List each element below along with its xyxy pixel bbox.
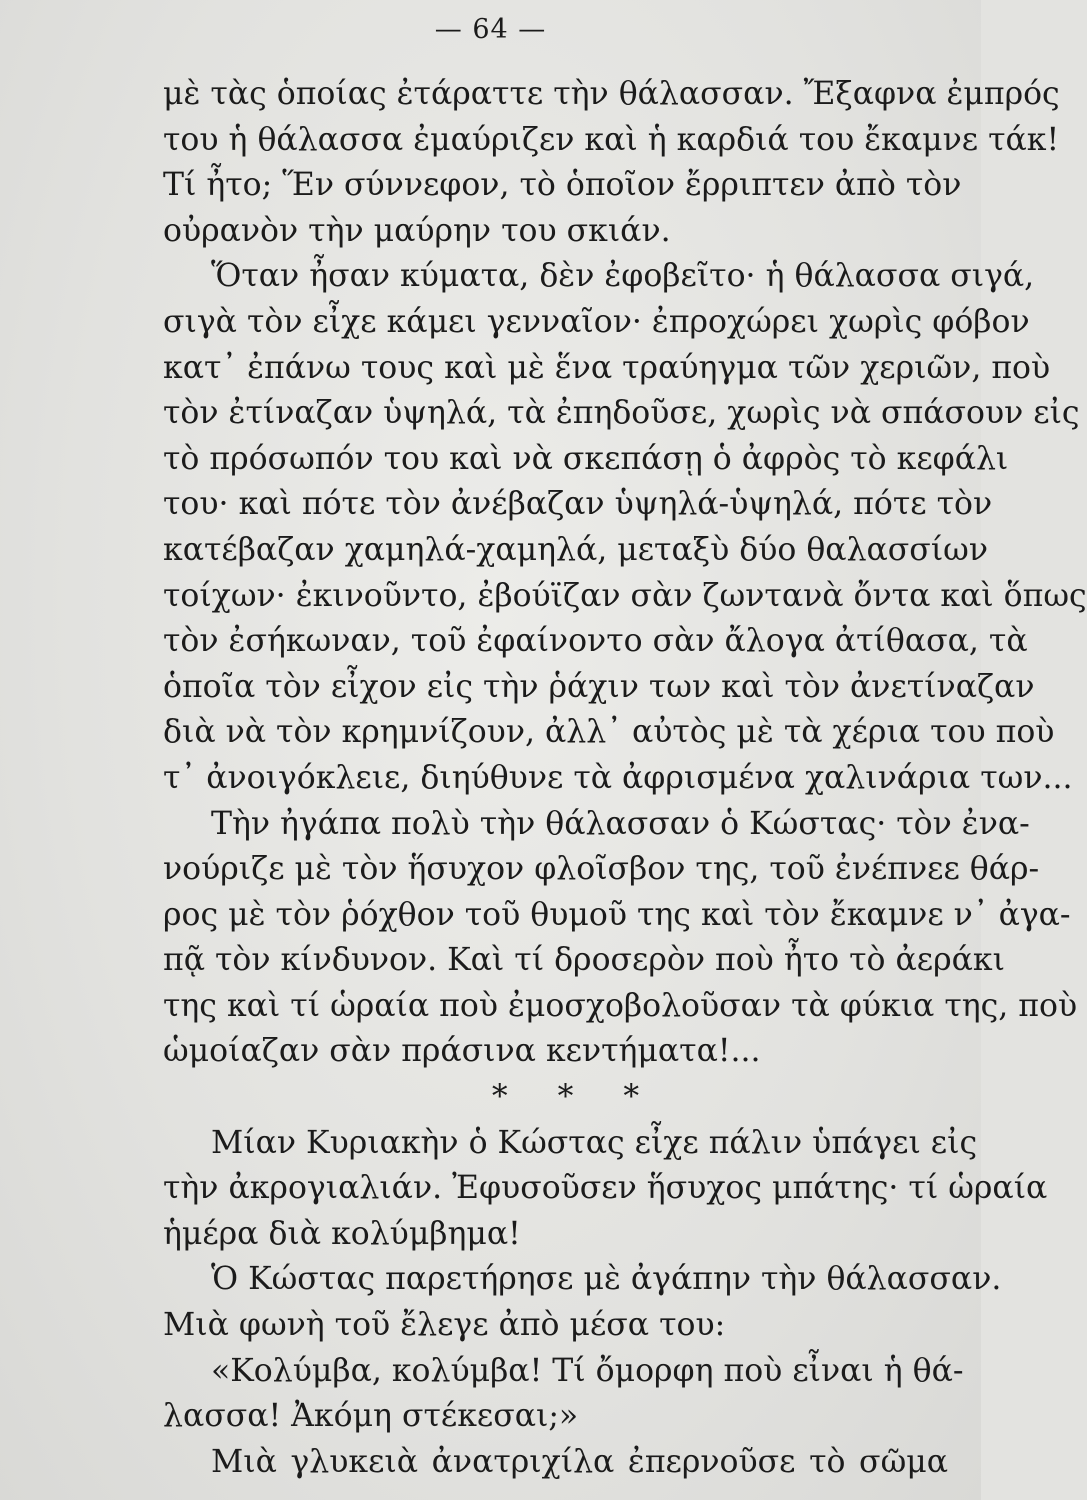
text-line: διὰ νὰ τὸν κρημνίζουν, ἀλλ᾿ αὐτὸς μὲ τὰ χέρια του ποὺ	[163, 714, 1055, 751]
text-line: ὡμοίαζαν σὰν πράσινα κεντήματα!...	[163, 1033, 761, 1070]
page-text	[163, 72, 1087, 1485]
text-line: Τὴν ἠγάπα πολὺ τὴν θάλασσαν ὁ Κώστας· τὸν ἐνα-	[211, 805, 1030, 842]
paragraph-4	[163, 1121, 1048, 1258]
text-line: της καὶ τί ὡραία ποὺ ἐμοσχοβολοῦσαν τὰ φύκια της, ποὺ	[163, 987, 1078, 1024]
text-line: τοίχων· ἐκινοῦντο, ἐβούϊζαν σὰν ζωντανὰ ὄντα καὶ ὅπως	[163, 577, 1087, 614]
text-line: τὸν ἐσήκωναν, τοῦ ἐφαίνοντο σὰν ἄλογα ἀτίθασα, τὰ	[163, 623, 1028, 660]
paragraph-7	[163, 1440, 948, 1486]
text-line: του ἡ θάλασσα ἐμαύριζεν καὶ ἡ καρδιά του ἔκαμνε τάκ!	[163, 121, 1060, 158]
text-line: κατ᾿ ἐπάνω τους καὶ μὲ ἕνα τραύηγμα τῶν χεριῶν, ποὺ	[163, 349, 1051, 386]
paragraph-2	[163, 254, 1087, 801]
text-line: τὴν ἀκρογιαλιάν. Ἐφυσοῦσεν ἥσυχος μπάτης· τί ὡραία	[163, 1170, 1048, 1207]
text-line: Μιὰ φωνὴ τοῦ ἔλεγε ἀπὸ μέσα του:	[163, 1307, 726, 1344]
text-line: κατέβαζαν χαμηλά-χαμηλά, μεταξὺ δύο θαλασσίων	[163, 531, 988, 568]
text-line: οὐρανὸν τὴν μαύρην του σκιάν.	[163, 212, 671, 249]
section-separator: * * *	[491, 1079, 660, 1116]
text-line: πᾷ τὸν κίνδυνον. Καὶ τί δροσερὸν ποὺ ἦτο τὸ ἀεράκι	[163, 942, 1005, 979]
text-line: νούριζε μὲ τὸν ἥσυχον φλοῖσβον της, τοῦ ἐνέπνεε θάρ-	[163, 851, 1040, 888]
text-line: τὸν ἐτίναζαν ὑψηλά, τὰ ἐπηδοῦσε, χωρὶς νὰ σπάσουν εἰς	[163, 395, 1080, 432]
text-line: Μίαν Κυριακὴν ὁ Κώστας εἶχε πάλιν ὑπάγει εἰς	[211, 1124, 978, 1161]
page-number: — 64 —	[434, 14, 547, 45]
text-line: Ὅταν ἦσαν κύματα, δὲν ἐφοβεῖτο· ἡ θάλασσα σιγά,	[211, 258, 1035, 295]
text-line: Ὁ Κώστας παρετήρησε μὲ ἀγάπην τὴν θάλασσαν.	[211, 1261, 1002, 1298]
text-line: Τί ἦτο; Ἕν σύννεφον, τὸ ὁποῖον ἔρριπτεν ἀπὸ τὸν	[163, 167, 962, 204]
paragraph-6	[163, 1349, 964, 1440]
paragraph-3	[163, 802, 1078, 1076]
text-line: ὁποῖα τὸν εἶχον εἰς τὴν ῥάχιν των καὶ τὸν ἀνετίναζαν	[163, 668, 1035, 705]
text-line: τὸ πρόσωπόν του καὶ νὰ σκεπάσῃ ὁ ἀφρὸς τὸ κεφάλι	[163, 440, 1009, 477]
paragraph-5	[163, 1257, 1002, 1348]
paragraph-1	[163, 72, 1060, 254]
text-line: λασσα! Ἀκόμη στέκεσαι;»	[163, 1398, 579, 1435]
text-line: Μιὰ γλυκειὰ ἀνατριχίλα ἐπερνοῦσε τὸ σῶμα	[211, 1443, 948, 1480]
text-line: σιγὰ τὸν εἶχε κάμει γενναῖον· ἐπροχώρει χωρὶς φόβον	[163, 303, 1030, 340]
text-line: τ᾿ ἀνοιγόκλειε, διηύθυνε τὰ ἀφρισμένα χαλινάρια των...	[163, 759, 1073, 796]
text-line: «Κολύμβα, κολύμβα! Τί ὄμορφη ποὺ εἶναι ἡ θά-	[211, 1352, 964, 1389]
text-line: ἡμέρα διὰ κολύμβημα!	[163, 1215, 521, 1252]
text-line: ρος μὲ τὸν ῥόχθον τοῦ θυμοῦ της καὶ τὸν ἔκαμνε ν᾿ ἀγα-	[163, 896, 1071, 933]
text-line: του· καὶ πότε τὸν ἀνέβαζαν ὑψηλά-ὑψηλά, πότε τὸν	[163, 486, 993, 523]
text-line: μὲ τὰς ὁποίας ἐτάραττε τὴν θάλασσαν. Ἔξαφνα ἐμπρός	[163, 76, 1060, 112]
